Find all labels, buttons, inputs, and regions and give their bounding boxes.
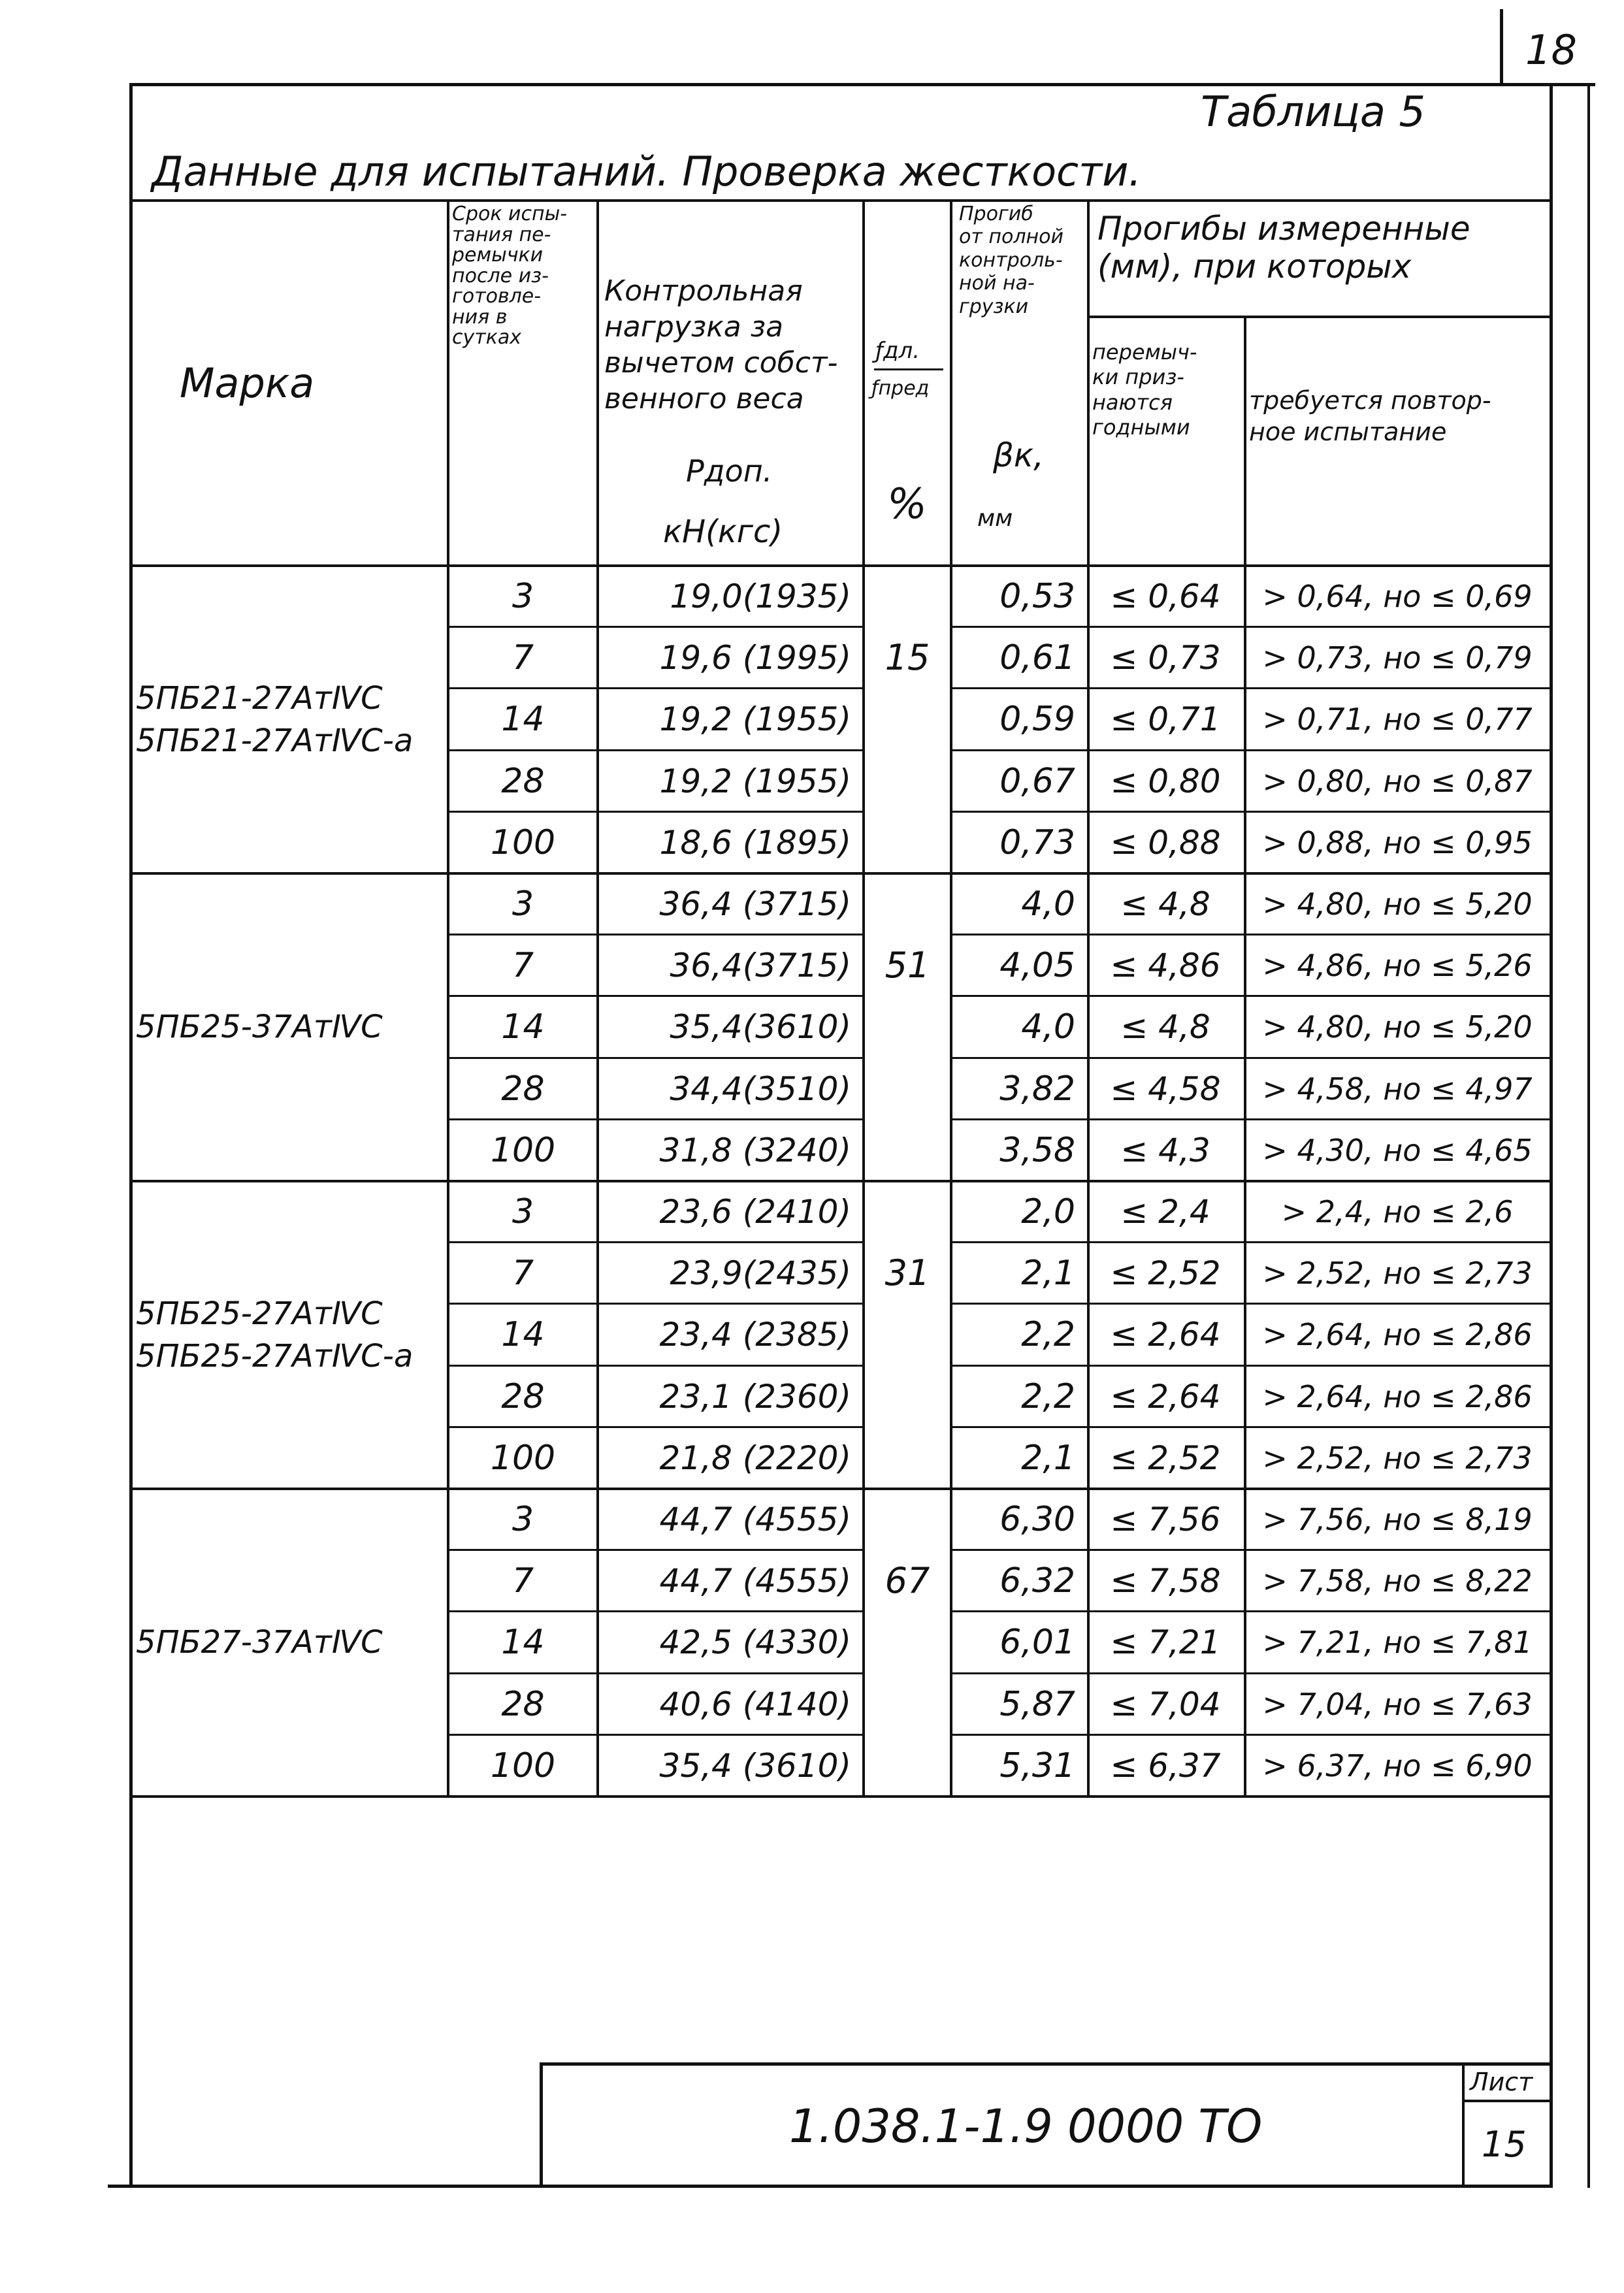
mark-name: 5ПБ25-37АтⅣС (136, 1009, 383, 1046)
cell-deflection: 0,73 (999, 822, 1075, 862)
header-ok: перемыч- ки приз- наются годными (1092, 340, 1197, 440)
cell-retest: > 2,52, но ≤ 2,73 (1262, 1440, 1533, 1476)
cell-ok: ≤ 0,80 (1110, 762, 1221, 800)
cell-days: 3 (512, 577, 534, 617)
cell-deflection: 5,87 (999, 1684, 1075, 1724)
cell-days: 100 (490, 1746, 556, 1785)
cell-load: 23,1 (2360) (659, 1377, 851, 1416)
cell-deflection: 0,61 (999, 638, 1075, 678)
cell-deflection: 3,58 (999, 1130, 1075, 1170)
cell-ok: ≤ 2,4 (1120, 1193, 1210, 1231)
cell-ok: ≤ 7,58 (1110, 1562, 1221, 1601)
header-ratio-fraction-bar (874, 368, 943, 370)
cell-retest: > 6,37, но ≤ 6,90 (1262, 1748, 1533, 1783)
cell-retest: > 2,64, но ≤ 2,86 (1262, 1378, 1533, 1414)
cell-days: 14 (501, 1007, 545, 1047)
cell-retest: > 4,58, но ≤ 4,97 (1262, 1071, 1533, 1107)
cell-deflection: 2,2 (1021, 1315, 1075, 1355)
cell-load: 23,9(2435) (670, 1254, 851, 1293)
group-ratio: 15 (885, 637, 930, 679)
cell-load: 31,8 (3240) (659, 1131, 851, 1169)
header-retest: требуется повтор- ное испытание (1249, 386, 1491, 446)
mark-name: 5ПБ25-27АтⅣС (136, 1295, 383, 1332)
header-ratio-unit: % (887, 480, 927, 529)
stamp-sheet-label: Лист (1470, 2068, 1533, 2096)
cell-days: 28 (501, 1069, 545, 1109)
cell-deflection: 6,30 (999, 1500, 1075, 1540)
cell-days: 100 (490, 1438, 556, 1478)
mark-name: 5ПБ25-27АтⅣС-а (136, 1337, 414, 1374)
frame-left (129, 83, 133, 2188)
page-number-box-left (1500, 9, 1503, 86)
group-mark-names (136, 566, 444, 873)
frame-top (131, 83, 1594, 86)
cell-load: 21,8 (2220) (659, 1439, 851, 1477)
cell-ok: ≤ 4,86 (1110, 947, 1221, 985)
cell-load: 36,4(3715) (670, 947, 851, 985)
cell-retest: > 7,04, но ≤ 7,63 (1262, 1686, 1533, 1722)
cell-deflection: 4,0 (1021, 885, 1075, 924)
cell-ok: ≤ 7,21 (1110, 1623, 1221, 1662)
stamp-document-code: 1.038.1-1.9 0000 ТО (789, 2100, 1263, 2153)
cell-retest: > 0,80, но ≤ 0,87 (1262, 763, 1533, 799)
header-load-unit: кН(кгс) (663, 513, 783, 550)
cell-deflection: 4,0 (1021, 1007, 1075, 1047)
cell-deflection: 6,01 (999, 1623, 1075, 1663)
cell-retest: > 4,80, но ≤ 5,20 (1262, 1009, 1533, 1045)
cell-retest: > 7,56, но ≤ 8,19 (1262, 1502, 1533, 1538)
cell-retest: > 0,88, но ≤ 0,95 (1262, 824, 1533, 860)
cell-load: 40,6 (4140) (659, 1685, 851, 1723)
cell-ok: ≤ 0,64 (1110, 577, 1221, 616)
cell-days: 3 (512, 885, 534, 924)
cell-retest: > 7,21, но ≤ 7,81 (1262, 1625, 1533, 1661)
cell-retest: > 0,64, но ≤ 0,69 (1262, 579, 1533, 615)
header-marka: Марка (180, 359, 315, 407)
cell-days: 28 (501, 1376, 545, 1416)
cell-deflection: 2,2 (1021, 1376, 1075, 1416)
cell-days: 3 (512, 1192, 534, 1232)
frame-bottom (108, 2185, 1553, 2188)
header-prog-symbol: βк, (993, 436, 1045, 474)
header-load-symbol: Рдоп. (686, 453, 773, 489)
cell-retest: > 2,52, но ≤ 2,73 (1262, 1256, 1533, 1292)
cell-ok: ≤ 2,64 (1110, 1377, 1221, 1416)
header-ratio-bottom: ƒпред (871, 377, 930, 400)
cell-days: 14 (501, 1623, 545, 1663)
cell-days: 28 (501, 1684, 545, 1724)
mark-name: 5ПБ27-37АтⅣС (136, 1624, 383, 1661)
group-mark-names (136, 1489, 444, 1797)
header-prog: Прогиб от полной контроль- ной на- грузки (959, 203, 1064, 318)
cell-days: 7 (512, 1254, 534, 1293)
group-ratio: 67 (885, 1560, 930, 1602)
cell-ok: ≤ 0,71 (1110, 700, 1221, 739)
cell-retest: > 0,73, но ≤ 0,79 (1262, 640, 1533, 676)
group-mark-names (136, 1181, 444, 1489)
group-ratio: 51 (885, 945, 930, 986)
cell-load: 36,4 (3715) (659, 885, 851, 924)
header-srok: Срок испы- тания пе- ремычки после из- готовле- ния в сутках (452, 203, 568, 349)
cell-load: 35,4(3610) (670, 1008, 851, 1047)
cell-days: 100 (490, 822, 556, 862)
cell-days: 3 (512, 1500, 534, 1540)
cell-days: 7 (512, 946, 534, 986)
cell-days: 14 (501, 1315, 545, 1355)
cell-ok: ≤ 2,52 (1110, 1254, 1221, 1293)
header-measured: Прогибы измеренные (мм), при которых (1097, 210, 1470, 285)
cell-load: 35,4 (3610) (659, 1746, 851, 1785)
cell-days: 28 (501, 761, 545, 801)
cell-ok: ≤ 4,3 (1120, 1131, 1210, 1169)
cell-ok: ≤ 7,56 (1110, 1501, 1221, 1539)
measured-subheader-line (1088, 316, 1551, 318)
stamp-sheet-line (1462, 2100, 1551, 2102)
mark-name: 5ПБ21-27АтⅣС-а (136, 722, 414, 759)
cell-deflection: 2,1 (1021, 1254, 1075, 1293)
cell-load: 19,2 (1955) (659, 700, 851, 739)
cell-ok: ≤ 0,73 (1110, 639, 1221, 677)
cell-retest: > 2,4, но ≤ 2,6 (1281, 1194, 1514, 1230)
header-ratio-top: ƒдл. (875, 338, 920, 364)
cell-load: 23,6 (2410) (659, 1193, 851, 1231)
cell-retest: > 4,80, но ≤ 5,20 (1262, 886, 1533, 922)
cell-load: 19,0(1935) (670, 577, 851, 616)
cell-deflection: 6,32 (999, 1561, 1075, 1601)
cell-load: 19,6 (1995) (659, 639, 851, 677)
cell-load: 42,5 (4330) (659, 1623, 851, 1662)
cell-retest: > 4,86, но ≤ 5,26 (1262, 948, 1533, 984)
cell-days: 14 (501, 700, 545, 740)
cell-ok: ≤ 6,37 (1110, 1746, 1221, 1785)
cell-load: 19,2 (1955) (659, 762, 851, 800)
mark-name: 5ПБ21-27АтⅣС (136, 679, 383, 717)
cell-ok: ≤ 0,88 (1110, 823, 1221, 862)
cell-load: 18,6 (1895) (659, 823, 851, 862)
cell-deflection: 4,05 (999, 946, 1075, 986)
cell-retest: > 2,64, но ≤ 2,86 (1262, 1317, 1533, 1353)
cell-load: 34,4(3510) (670, 1069, 851, 1108)
stamp-sheet-divider (1462, 2062, 1465, 2187)
cell-deflection: 3,82 (999, 1069, 1075, 1109)
stamp-sheet-number: 15 (1482, 2124, 1527, 2165)
cell-ok: ≤ 2,52 (1110, 1439, 1221, 1477)
cell-deflection: 0,67 (999, 761, 1075, 801)
table-top-line (131, 199, 1551, 202)
cell-retest: > 7,58, но ≤ 8,22 (1262, 1563, 1533, 1599)
cell-load: 44,7 (4555) (659, 1562, 851, 1601)
cell-ok: ≤ 2,64 (1110, 1316, 1221, 1354)
cell-retest: > 4,30, но ≤ 4,65 (1262, 1132, 1533, 1168)
cell-ok: ≤ 4,58 (1110, 1069, 1221, 1108)
cell-ok: ≤ 7,04 (1110, 1685, 1221, 1723)
cell-load: 44,7 (4555) (659, 1501, 851, 1539)
cell-days: 100 (490, 1130, 556, 1170)
cell-deflection: 0,59 (999, 700, 1075, 740)
cell-ok: ≤ 4,8 (1120, 885, 1210, 924)
header-load: Контрольная нагрузка за вычетом собст- венного веса (604, 274, 838, 415)
cell-load: 23,4 (2385) (659, 1316, 851, 1354)
header-prog-unit: мм (977, 505, 1013, 532)
cell-retest: > 0,71, но ≤ 0,77 (1262, 702, 1533, 738)
cell-deflection: 2,1 (1021, 1438, 1075, 1478)
page-title: Данные для испытаний. Проверка жесткости. (152, 148, 1142, 195)
stamp-left-line (540, 2062, 543, 2187)
group-ratio: 31 (885, 1252, 930, 1294)
cell-deflection: 2,0 (1021, 1192, 1075, 1232)
stamp-top-line (540, 2062, 1551, 2066)
cell-deflection: 5,31 (999, 1746, 1075, 1785)
group-mark-names (136, 873, 444, 1181)
frame-right (1550, 83, 1553, 2188)
cell-days: 7 (512, 1561, 534, 1601)
page-number: 18 (1525, 26, 1577, 74)
cell-deflection: 0,53 (999, 577, 1075, 617)
cell-ok: ≤ 4,8 (1120, 1008, 1210, 1047)
frame-outer-right (1587, 83, 1590, 2188)
table-label: Таблица 5 (1201, 88, 1426, 137)
cell-days: 7 (512, 638, 534, 678)
